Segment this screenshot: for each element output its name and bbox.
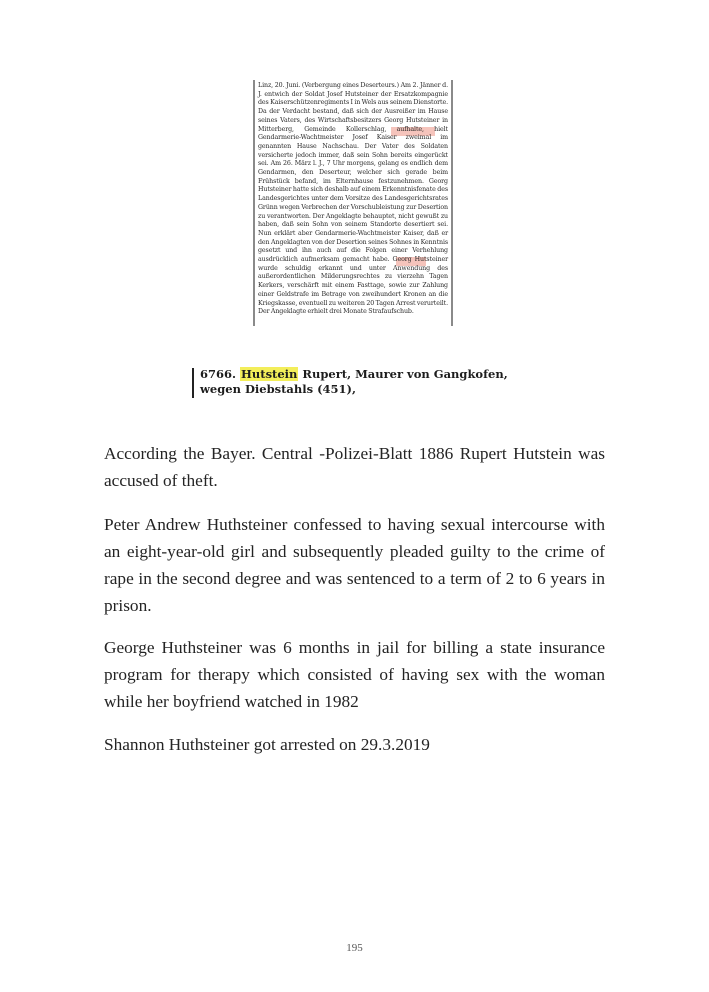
clipping-left-edge xyxy=(253,80,255,326)
newspaper-clipping-court-report xyxy=(253,80,453,326)
highlighted-name: Hutstein xyxy=(241,367,298,381)
register-entry-line-2: wegen Diebstahls (451), xyxy=(200,382,356,396)
page-number: 195 xyxy=(346,942,363,954)
clipping-rule xyxy=(192,368,194,398)
paragraph-shannon: Shannon Huthsteiner got arrested on 29.3.2019 xyxy=(104,735,430,754)
newspaper-clipping-police-register xyxy=(192,366,520,400)
clipping-text: Linz, 20. Juni. (Verbergung eines Deserteurs.) Am 2. Jänner d. J. entwich der Soldat Josef Hutsteiner der Ersatzkompagnie des Kaiserschützenregiments I in Wels aus seinem Dienstorte. Da der Verdacht bestand, daß sich der Ausreißer im Hause seines Vaters, des Wirtschaftsbesitzers Georg Hutsteiner in Mitterberg, Gemeinde Kollerschlag, aufhalte, hielt Gendarmerie-Wachtmeister Josef Kaiser zweimal im genannten Hause Nachschau. Der Vater des Soldaten versicherte jedoch immer, daß sein Sohn bereits eingerückt sei. Am 26. März l. J., 7 Uhr morgens, gelang es endlich dem Gendarmen, den Deserteur, welcher sich gerade beim Frühstück befand, im Elternhause festzunehmen. Georg Hutsteiner hatte sich deshalb auf einem Erkenntnisfenate des Landesgerichtes unter dem Vorsitze des Landesgerichtsrates Grünn wegen Verbrechen der Vorschubleistung zur Desertion zu verantworten. Der Angeklagte behauptet, nicht gewußt zu haben, daß sein Sohn von seinem Standorte desertiert sei. Nun erklärt aber Gendarmerie-Wachtmeister Kaiser, daß er den Angeklagten von der Desertion seines Sohnes in Kenntnis gesetzt und ihn auch auf die Folgen einer Verhehlung ausdrücklich aufmerksam gemacht habe. Georg Hutsteiner wurde schuldig erkannt und unter Anwendung des außerordentlichen Milderungsrechtes zu vierzehn Tagen Kerkers, verschärft mit einem Fasttage, sowie zur Zahlung einer Geldstrafe im Betrage von zweihundert Kronen an die Kriegskasse, eventuell zu weiteren 20 Tagen Arrest verurteilt. Der Angeklagte erhielt drei Monate Strafaufschub. xyxy=(258,82,448,316)
entry-number: 6766. xyxy=(200,367,237,381)
register-entry-line-1 xyxy=(200,367,508,381)
paragraph-george: George Huthsteiner was 6 months in jail for billing a state insurance program for therapy which consisted of having sex with the woman while her boyfriend watched in 1982 xyxy=(104,638,605,711)
paragraph-rupert-hutstein: According the Bayer. Central -Polizei-Blatt 1886 Rupert Hutstein was accused of theft. xyxy=(104,444,605,490)
entry-details: Rupert, Maurer von Gangkofen, xyxy=(302,367,508,381)
paragraph-peter-andrew: Peter Andrew Huthsteiner confessed to having sexual intercourse with an eight-year-old girl and subsequently pleaded guilty to the crime of rape in the second degree and was sentenced to a term of 2 to 6 years in prison. xyxy=(104,515,605,615)
clipping-right-edge xyxy=(451,80,453,326)
